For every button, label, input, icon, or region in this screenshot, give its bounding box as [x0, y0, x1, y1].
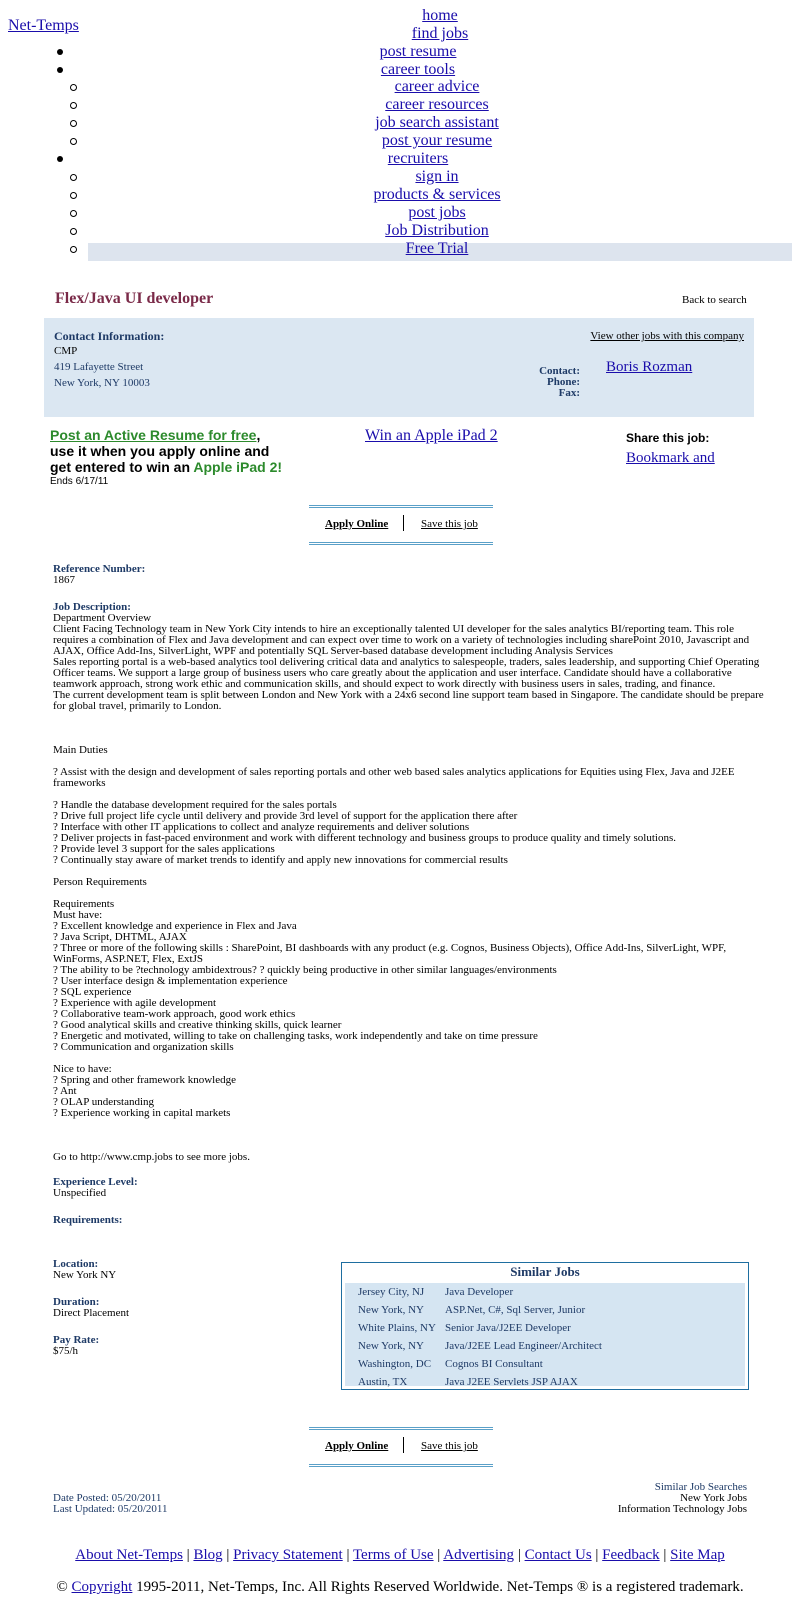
description-line: ? SQL experience [53, 986, 132, 998]
description-line: Requirements [53, 898, 115, 910]
apply-bar-top [309, 505, 493, 545]
company-city: New York, NY 10003 [54, 377, 150, 389]
nav-free-trial [0, 240, 800, 258]
description-line: ? The ability to be ?technology ambidextrous? ? quickly being productive in other similar languages/environments [53, 964, 557, 976]
save-job-button[interactable]: Save this job [421, 518, 478, 530]
description-line: ? Three or more of the following skills : SharePoint, BI dashboards with any product (e.g. Cognos, Business Objects), Office Add-Ins, SilverLight, WPF, [53, 942, 727, 954]
apply-bar-bottom [309, 1427, 493, 1467]
description-line: Main Duties [53, 744, 108, 756]
description-line: ? Energetic and motivated, willing to take on challenging tasks, work independently and take on time pressure [53, 1030, 538, 1042]
nav-post-jobs [0, 204, 800, 222]
nav-recruiters-link[interactable]: recruiters [387, 150, 449, 167]
description-line [53, 1130, 743, 1141]
nav-sign-in-link[interactable]: sign in [415, 168, 459, 185]
nav-products-services [0, 186, 800, 204]
nav-post-resume-link[interactable]: post resume [379, 43, 457, 60]
nav-sign-in [0, 168, 800, 186]
nav-find-jobs-link[interactable]: find jobs [411, 25, 469, 42]
footer-feedback-link[interactable]: Feedback [602, 1547, 660, 1563]
nav-free-trial-link[interactable]: Free Trial [405, 240, 469, 257]
requirements-label: Requirements: [53, 1214, 123, 1226]
bookmark-button[interactable]: Bookmark and [626, 450, 715, 466]
nav-recruiters [0, 150, 800, 168]
description-line [53, 723, 743, 734]
footer-about-link[interactable]: About Net-Temps [75, 1547, 183, 1563]
nav-career-tools-link[interactable]: career tools [380, 61, 456, 78]
description-line: ? Ant [53, 1085, 77, 1097]
footer-privacy-link[interactable]: Privacy Statement [233, 1547, 343, 1563]
similar-job-location: New York, NY [358, 1304, 425, 1316]
promo-headline [50, 427, 260, 443]
description-line: ? Excellent knowledge and experience in Flex and Java [53, 920, 297, 932]
description-line: ? Java Script, DHTML, AJAX [53, 931, 187, 943]
description-line: ? OLAP understanding [53, 1096, 155, 1108]
promo-line-3 [50, 459, 282, 475]
reference-label: Reference Number: [53, 563, 146, 575]
nav-career-advice [0, 78, 800, 96]
pay-rate-label: Pay Rate: [53, 1334, 100, 1346]
similar-job-row[interactable] [345, 1355, 745, 1373]
pay-rate-value: $75/h [53, 1345, 79, 1357]
date-posted: Date Posted: 05/20/2011 [53, 1492, 162, 1504]
similar-job-title[interactable]: Senior Java/J2EE Developer [445, 1322, 571, 1334]
save-job-button[interactable]: Save this job [421, 1440, 478, 1452]
copyright-notice [0, 1579, 800, 1596]
nav-career-tools [0, 61, 800, 79]
similar-jobs-heading: Similar Jobs [510, 1264, 580, 1279]
apply-online-button[interactable]: Apply Online [325, 1440, 389, 1452]
description-line [53, 1119, 743, 1130]
description-line: WinForms, ASP.NET, Flex, ExtJS [53, 953, 204, 965]
nav-career-advice-link[interactable]: career advice [394, 78, 480, 95]
job-description [53, 612, 764, 1163]
nav-job-search-assistant-link[interactable]: job search assistant [375, 114, 499, 131]
contact-info-panel [44, 318, 754, 417]
nav-post-jobs-link[interactable]: post jobs [408, 204, 466, 221]
experience-label: Experience Level: [53, 1176, 138, 1188]
promo-line-2: use it when you apply online and [50, 443, 270, 459]
fax-label: Fax: [558, 387, 580, 399]
similar-jobs-list [345, 1283, 745, 1386]
similar-job-location: New York, NY [358, 1340, 425, 1352]
similar-job-title[interactable]: ASP.Net, C#, Sql Server, Junior [445, 1304, 586, 1316]
similar-job-row[interactable] [345, 1373, 745, 1391]
promo-comma: , [256, 427, 261, 443]
similar-job-row[interactable] [345, 1283, 745, 1301]
phone-label: Phone: [547, 376, 580, 388]
description-line: ? User interface design & implementation experience [53, 975, 288, 987]
description-line: ? Handle the database development required for the sales portals [53, 799, 337, 811]
share-job-label: Share this job: [626, 431, 710, 445]
new-york-jobs-link[interactable]: New York Jobs [680, 1492, 747, 1504]
win-ipad-image[interactable]: Win an Apple iPad 2 [365, 427, 498, 444]
nav-post-your-resume-link[interactable]: post your resume [381, 132, 493, 149]
description-line: teamwork approach, strong work ethic and communication skills, and should expect to work directly with business users in sales, trading, and finance. [53, 678, 716, 690]
description-line: ? Communication and organization skills [53, 1041, 234, 1053]
description-line: ? Collaborative team-work approach, good work ethics [53, 1008, 296, 1020]
similar-job-title[interactable]: Java Developer [445, 1286, 514, 1298]
job-title: Flex/Java UI developer [55, 290, 214, 307]
duration-value: Direct Placement [53, 1307, 130, 1319]
footer-blog-link[interactable]: Blog [193, 1547, 223, 1563]
similar-job-row[interactable] [345, 1301, 745, 1319]
similar-searches-heading: Similar Job Searches [654, 1481, 747, 1493]
promo-end-date: Ends 6/17/11 [50, 476, 109, 487]
copyright-text: 1995-2011, Net-Temps, Inc. All Rights Reserved Worldwide. Net-Temps ® is a registered trademark. [136, 1579, 744, 1595]
copyright-symbol: © [56, 1579, 68, 1595]
description-line: ? Interface with other IT applications to collect and analyze requirements and deliver solutions [53, 821, 470, 833]
similar-job-location: White Plains, NY [358, 1322, 436, 1334]
similar-job-title[interactable]: Cognos BI Consultant [445, 1358, 543, 1370]
view-other-jobs-link[interactable]: View other jobs with this company [590, 330, 744, 342]
contact-heading: Contact Information: [54, 329, 165, 343]
description-line [53, 734, 743, 745]
location-value: New York NY [53, 1269, 117, 1281]
duration-label: Duration: [53, 1296, 100, 1308]
description-line: ? Provide level 3 support for the sales applications [53, 843, 275, 855]
similar-jobs-panel [341, 1262, 749, 1390]
similar-job-location: Washington, DC [358, 1358, 432, 1370]
experience-value: Unspecified [53, 1187, 107, 1199]
nav-career-resources [0, 96, 800, 114]
description-line [53, 888, 743, 899]
description-line: Officer teams. We support a large group of business users who care greatly about the application and user interface. Candidate should have a collaborative [53, 667, 732, 679]
contact-label: Contact: [539, 365, 580, 377]
description-line: ? Experience working in capital markets [53, 1107, 231, 1119]
description-line: Must have: [53, 909, 103, 921]
nav-post-your-resume [0, 132, 800, 150]
similar-job-row[interactable] [345, 1337, 745, 1355]
description-line: ? Assist with the design and development of sales reporting portals and other web based sales analytics applications for Equities using Flex, Java and J2EE [53, 766, 735, 778]
contact-name-link[interactable]: Boris Rozman [606, 359, 693, 375]
description-line: The current development team is split between London and New York with a 24x6 second line support team based in Singapore. The candidate should be prepare [53, 689, 764, 701]
description-line: for global travel, primarily to London. [53, 700, 222, 712]
nav-job-distribution [0, 222, 800, 240]
description-line: ? Good analytical skills and creative thinking skills, quick learner [53, 1019, 342, 1031]
description-line: ? Spring and other framework knowledge [53, 1074, 236, 1086]
description-line: Person Requirements [53, 876, 147, 888]
description-label: Job Description: [53, 601, 131, 613]
description-line: AJAX, Office Add-Ins, SilverLight, WPF and potentially SQL Server-based database development including Analysis Services [53, 645, 613, 657]
description-line: Nice to have: [53, 1063, 112, 1075]
description-line: frameworks [53, 777, 106, 789]
description-line [53, 712, 743, 723]
similar-job-title[interactable]: Java J2EE Servlets JSP AJAX [445, 1376, 578, 1388]
similar-job-location: Austin, TX [358, 1376, 408, 1388]
description-line: Department Overview [53, 612, 152, 624]
description-line [53, 866, 743, 877]
description-line: Sales reporting portal is a web-based analytics tool delivering critical data and analytics to salespeople, traders, sales leadership, and supporting Chief Operating [53, 656, 760, 668]
description-line: ? Drive full project life cycle until delivery and provide 3rd level of support for the application there after [53, 810, 518, 822]
similar-job-title[interactable]: Java/J2EE Lead Engineer/Architect [445, 1340, 602, 1352]
footer-terms-link[interactable]: Terms of Use [352, 1547, 434, 1563]
description-line: Go to http://www.cmp.jobs to see more jobs. [53, 1151, 250, 1163]
company-street: 419 Lafayette Street [54, 361, 144, 373]
footer-links: About Net-Temps | Blog | Privacy Statement | Terms of Use | Advertising | Contact Us | Feedback | Site Map [75, 1547, 725, 1563]
last-updated: Last Updated: 05/20/2011 [53, 1503, 168, 1515]
reference-value: 1867 [53, 574, 75, 586]
footer-sitemap-link[interactable]: Site Map [670, 1547, 725, 1563]
divider [403, 1437, 404, 1453]
description-line: ? Experience with agile development [53, 997, 217, 1009]
footer-contact-link[interactable]: Contact Us [524, 1547, 592, 1563]
nav-career-resources-link[interactable]: career resources [385, 96, 489, 113]
description-line: ? Continually stay aware of market trends to identify and apply new innovations for commercial results [53, 854, 508, 866]
location-label: Location: [53, 1258, 99, 1270]
back-to-search-link[interactable]: Back to search [682, 294, 747, 306]
description-line: requires a combination of Flex and Java development and can expect over time to work on a variety of technologies including sharePoint 2010, Javascript and [53, 634, 750, 646]
nav-job-distribution-link[interactable]: Job Distribution [385, 222, 489, 239]
company-name: CMP [54, 345, 78, 357]
copyright-link[interactable]: Copyright [71, 1579, 133, 1595]
nav-post-resume [0, 43, 800, 61]
description-line: ? Deliver projects in fast-paced environment and work with different technology and business groups to produce quality and timely solutions. [53, 832, 676, 844]
similar-job-row[interactable] [345, 1319, 745, 1337]
description-line [53, 1053, 743, 1064]
post-resume-free-link[interactable]: Post an Active Resume for free [50, 427, 257, 443]
it-jobs-link[interactable]: Information Technology Jobs [617, 1503, 747, 1515]
nav-home [0, 7, 800, 25]
net-temps-logo[interactable]: Net-Temps [8, 17, 79, 34]
description-line: Client Facing Technology team in New York City intends to hire an exceptionally talented UI developer for the sales analytics BI/reporting team. This role [53, 623, 734, 635]
nav-job-search-assistant [0, 114, 800, 132]
promo-ipad-text: Apple iPad 2! [193, 459, 283, 475]
nav-home-link[interactable]: home [422, 7, 458, 24]
nav-products-services-link[interactable]: products & services [373, 186, 501, 203]
similar-job-location: Jersey City, NJ [358, 1286, 425, 1298]
nav-find-jobs [0, 25, 800, 43]
footer-advertising-link[interactable]: Advertising [443, 1547, 515, 1563]
promo-line-3-text: get entered to win an [50, 459, 194, 475]
apply-online-button[interactable]: Apply Online [325, 518, 389, 530]
divider [403, 515, 404, 531]
